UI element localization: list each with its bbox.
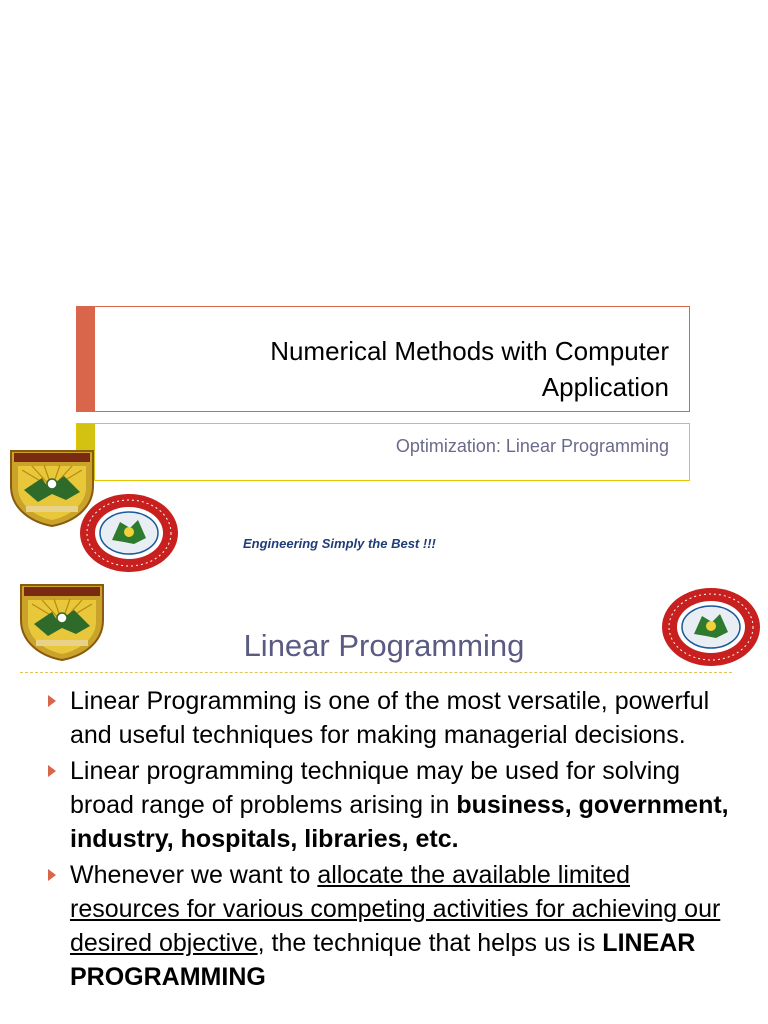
bullet-item: [48, 684, 738, 752]
bullet-underline-text: allocate the available limited resources for various competing activities for achieving our desired objective: [70, 861, 721, 957]
heading-divider: [20, 672, 732, 673]
bullet-item: [48, 858, 738, 994]
title-accent-bar: [77, 307, 95, 411]
bullet-list: [48, 684, 738, 996]
bullet-arrow-icon: [48, 765, 56, 777]
bullet-text: Linear programming technique may be used for solving broad range of problems arising in: [70, 757, 681, 819]
engineering-seal-logo: [78, 492, 180, 574]
title-box: [76, 306, 690, 412]
slide-linear-programming: [0, 576, 768, 1024]
tagline-text: Engineering Simply the Best !!!: [243, 536, 436, 551]
title-line-2: Application: [541, 372, 669, 402]
bullet-arrow-icon: [48, 869, 56, 881]
subtitle-text: Optimization: Linear Programming: [395, 436, 669, 456]
bullet-text: Whenever we want to: [70, 861, 318, 889]
bullet-item: [48, 754, 738, 856]
bullet-text: Linear Programming is one of the most versatile, powerful and useful techniques for making managerial decisions.: [70, 687, 710, 749]
bullet-text-mid: , the technique that helps us is: [257, 929, 603, 957]
bullet-arrow-icon: [48, 695, 56, 707]
title-line-1: Numerical Methods with Computer: [270, 336, 669, 366]
subtitle-box: [76, 423, 690, 481]
bullet-bold-text: business, government, industry, hospitals, libraries, etc.: [70, 791, 729, 853]
bullet-bold-text: LINEAR PROGRAMMING: [70, 929, 696, 991]
slide-heading: Linear Programming: [243, 628, 525, 663]
slide-title-text: [149, 333, 669, 405]
